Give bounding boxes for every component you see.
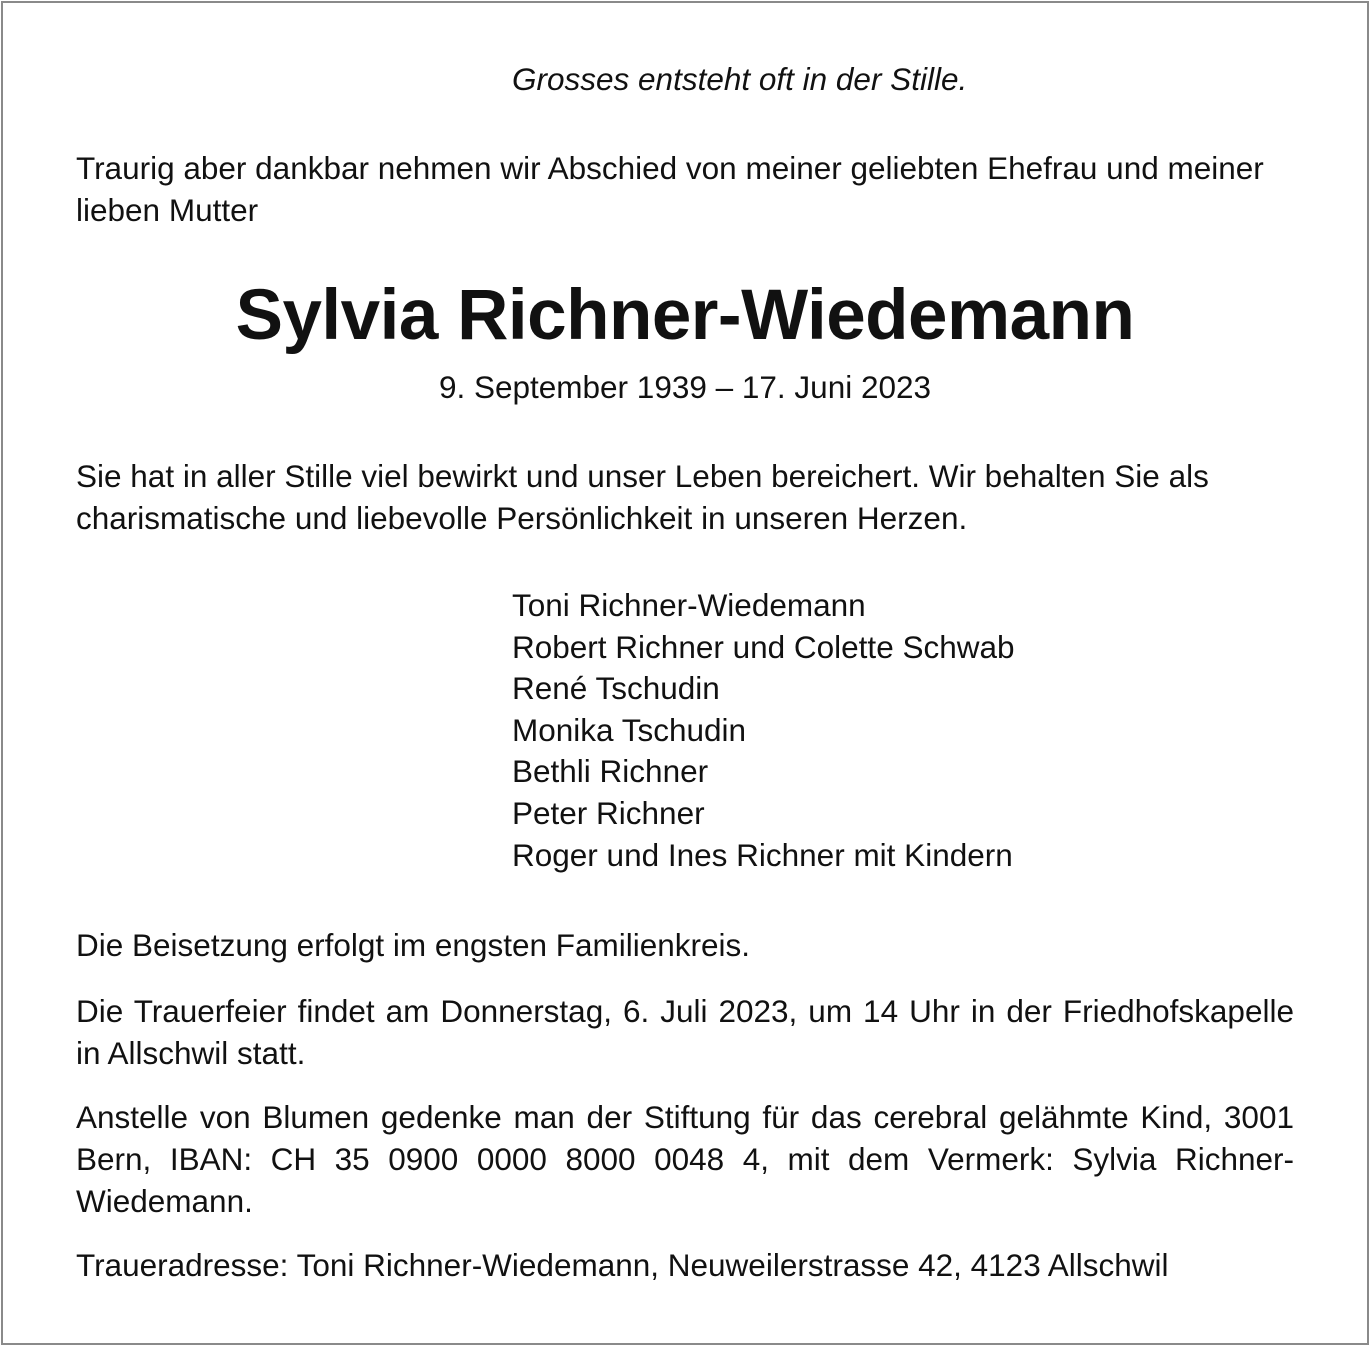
mourner-item: Robert Richner und Colette Schwab [512, 628, 1015, 665]
service-text: Die Trauerfeier findet am Donnerstag, 6. Juli 2023, um 14 Uhr in der Friedhofskapelle in Allschwil statt. [76, 993, 1294, 1071]
mourner-item: Roger und Ines Richner mit Kindern [512, 836, 1013, 873]
mourner-item: Bethli Richner [512, 753, 709, 790]
burial-text: Die Beisetzung erfolgt im engsten Familienkreis. [76, 927, 751, 963]
mourners-list [512, 585, 1015, 876]
deceased-name: Sylvia Richner-Wiedemann [235, 276, 1135, 355]
motto: Grosses entsteht oft in der Stille. [512, 61, 968, 97]
life-dates: 9. September 1939 – 17. Juni 2023 [438, 369, 932, 405]
mourner-item: Peter Richner [512, 794, 705, 831]
mourner-item: René Tschudin [512, 670, 720, 707]
intro-text: Traurig aber dankbar nehmen wir Abschied von meiner geliebten Ehefrau und meiner lieben Mutter [76, 150, 1264, 228]
donation-text: Anstelle von Blumen gedenke man der Stiftung für das cerebral gelähmte Kind, 3001 Bern, IBAN: CH 35 0900 0000 8000 0048 4, mit dem Vermerk: Sylvia Richner-Wiedemann. [76, 1099, 1294, 1219]
address-text: Traueradresse: Toni Richner-Wiedemann, Neuweilerstrasse 42, 4123 Allschwil [76, 1247, 1169, 1283]
mourner-item: Toni Richner-Wiedemann [512, 587, 866, 623]
mourner-item: Monika Tschudin [512, 711, 747, 748]
tribute-text: Sie hat in aller Stille viel bewirkt und unser Leben bereichert. Wir behalten Sie als charismatische und liebevolle Persönlichkeit in unseren Herzen. [76, 458, 1209, 536]
